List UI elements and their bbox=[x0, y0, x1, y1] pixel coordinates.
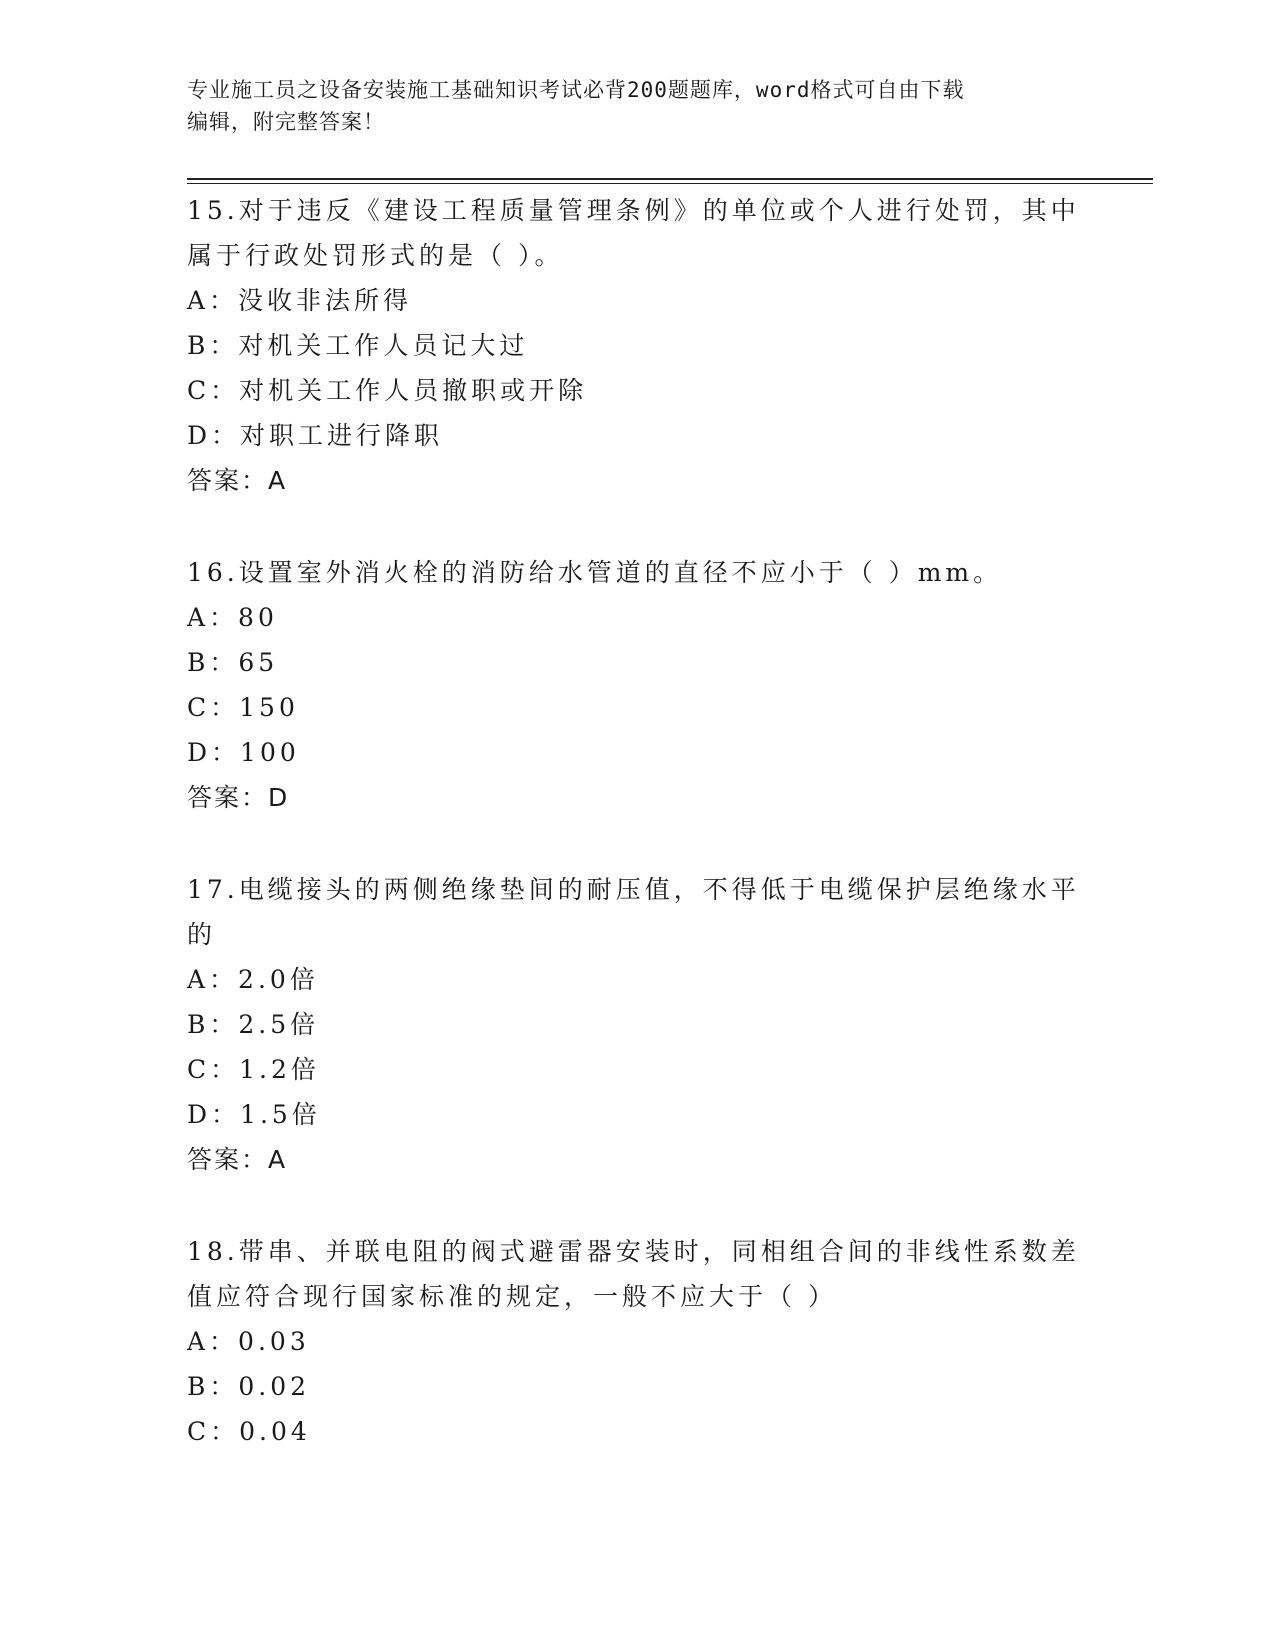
option-a: A：2.0倍 bbox=[187, 965, 319, 994]
option-d: D：对职工进行降职 bbox=[187, 421, 444, 450]
question-text bbox=[187, 550, 1087, 595]
question-line: 18.带串、并联电阻的阀式避雷器安装时，同相组合间的非线性系数差 bbox=[187, 1237, 1080, 1266]
option-b: B：2.5倍 bbox=[187, 1010, 320, 1039]
header-line-2: 编辑，附完整答案！ bbox=[187, 110, 385, 134]
option-c: C：0.04 bbox=[187, 1417, 311, 1446]
option-d: D：100 bbox=[187, 738, 300, 767]
option-c: C：对机关工作人员撤职或开除 bbox=[187, 376, 588, 405]
question-text bbox=[187, 188, 1087, 278]
answer: 答案：D bbox=[187, 783, 290, 812]
header-divider-thick bbox=[187, 178, 1153, 180]
question-17 bbox=[187, 867, 1087, 1182]
question-15 bbox=[187, 188, 1087, 503]
option-a: A：没收非法所得 bbox=[187, 286, 413, 315]
question-line: 的 bbox=[187, 920, 217, 949]
question-line: 属于行政处罚形式的是（ ）。 bbox=[187, 241, 564, 270]
option-a: A：0.03 bbox=[187, 1327, 310, 1356]
question-line: 值应符合现行国家标准的规定，一般不应大于（ ） bbox=[187, 1282, 837, 1311]
header-line-1: 专业施工员之设备安装施工基础知识考试必背200题题库，word格式可自由下载 bbox=[187, 78, 965, 102]
header-divider-thin bbox=[187, 183, 1153, 184]
option-c: C：1.2倍 bbox=[187, 1055, 320, 1084]
answer: 答案：A bbox=[187, 466, 288, 495]
option-d: D：1.5倍 bbox=[187, 1100, 321, 1129]
option-b: B：0.02 bbox=[187, 1372, 311, 1401]
question-list bbox=[187, 188, 1087, 1501]
question-line: 17.电缆接头的两侧绝缘垫间的耐压值，不得低于电缆保护层绝缘水平 bbox=[187, 875, 1080, 904]
option-b: B：65 bbox=[187, 648, 279, 677]
answer: 答案：A bbox=[187, 1145, 288, 1174]
option-c: C：150 bbox=[187, 693, 299, 722]
option-b: B：对机关工作人员记大过 bbox=[187, 331, 529, 360]
question-line: 15.对于违反《建设工程质量管理条例》的单位或个人进行处罚，其中 bbox=[187, 196, 1080, 225]
question-18 bbox=[187, 1229, 1087, 1454]
question-text bbox=[187, 1229, 1087, 1319]
document-header bbox=[187, 74, 1067, 138]
option-a: A：80 bbox=[187, 603, 278, 632]
question-line: 16.设置室外消火栓的消防给水管道的直径不应小于（ ）mm。 bbox=[187, 558, 1003, 587]
question-16 bbox=[187, 550, 1087, 820]
question-text bbox=[187, 867, 1087, 957]
